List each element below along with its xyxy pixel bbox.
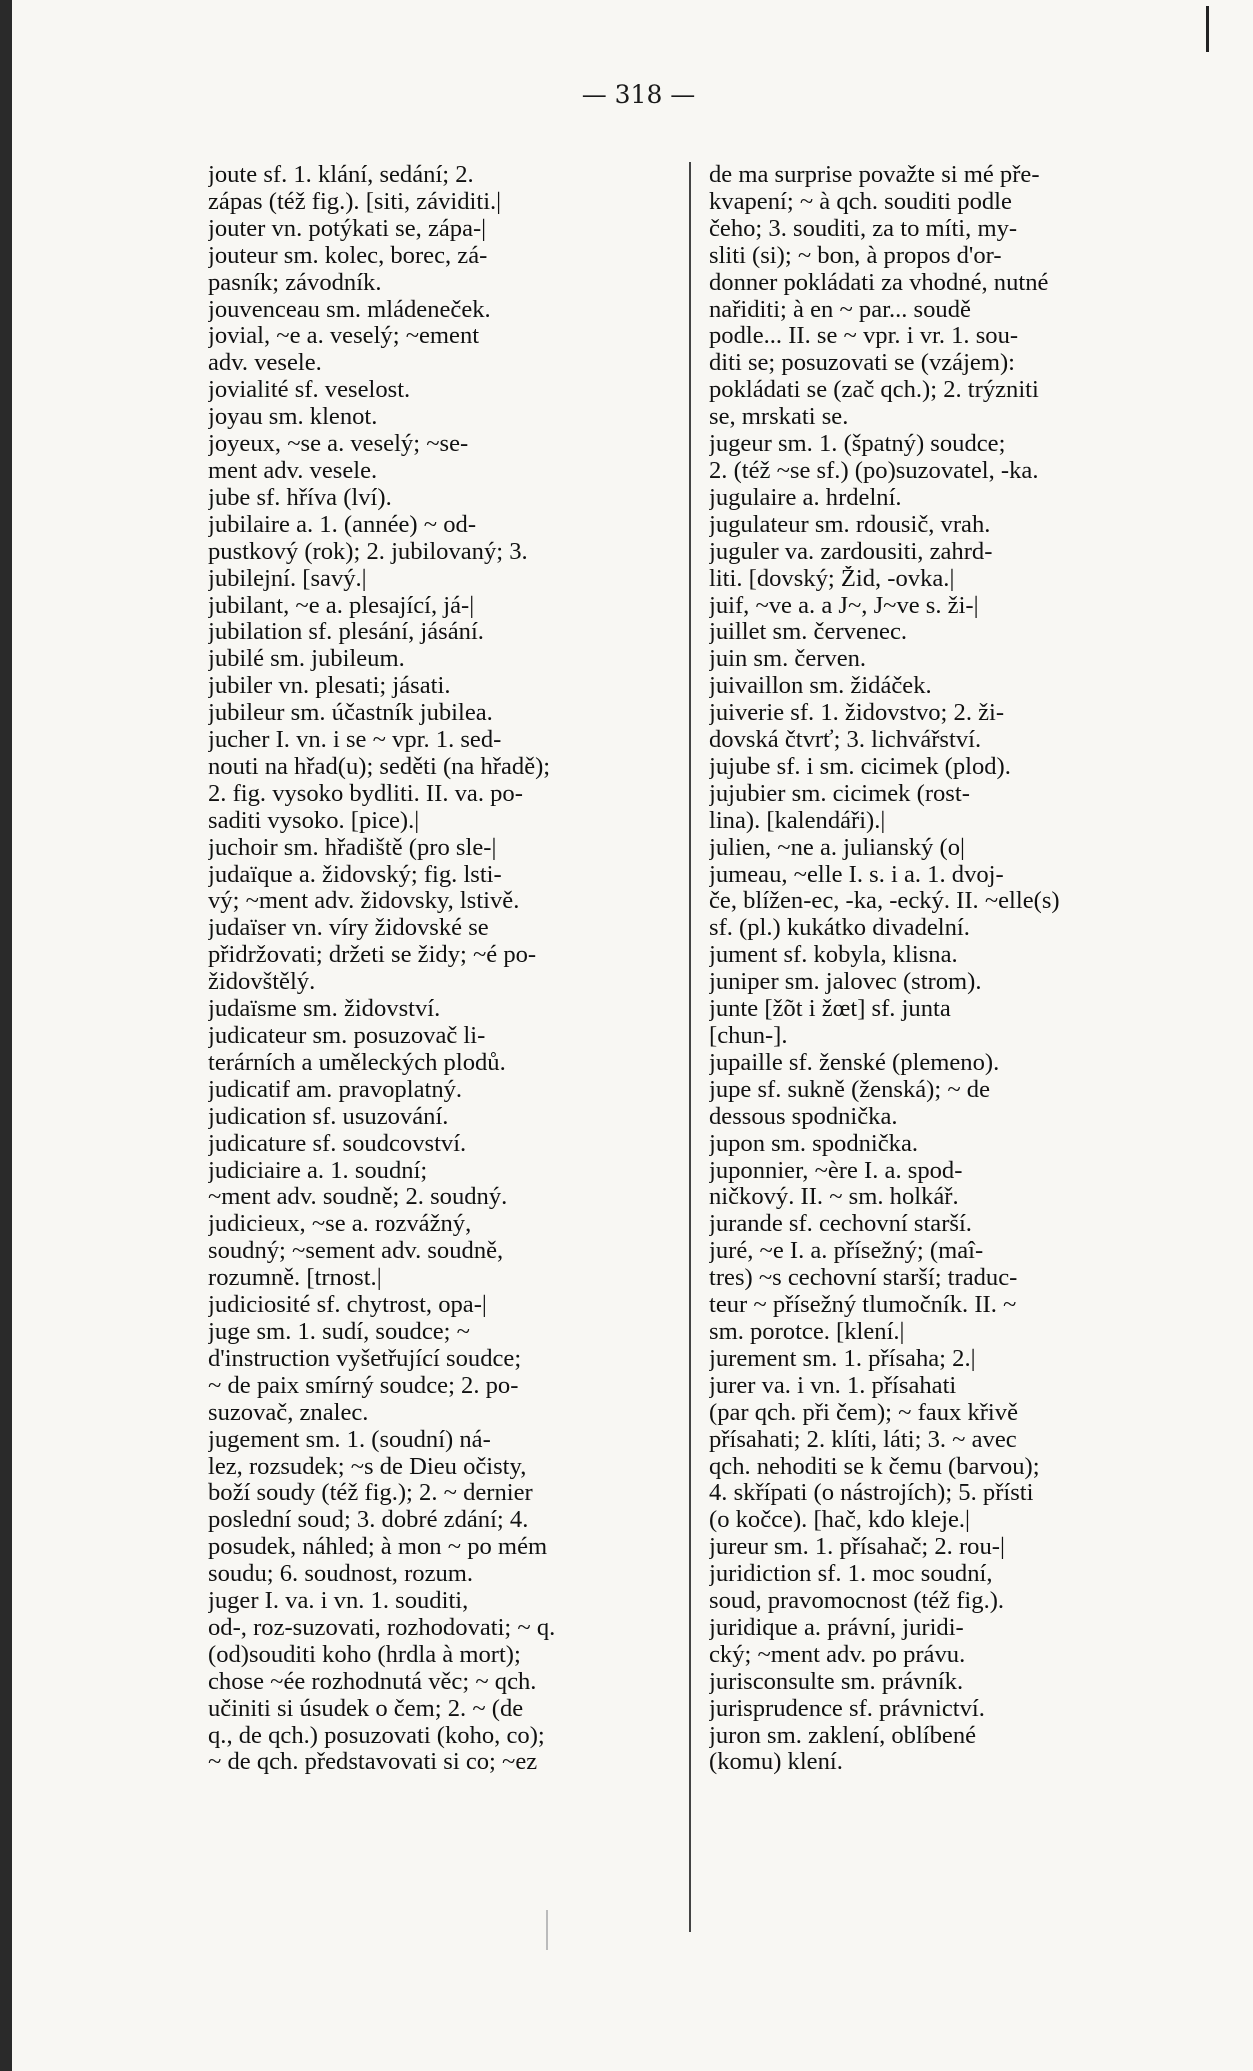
dictionary-line: pasník; závodník.	[208, 269, 382, 296]
dictionary-line: suzovač, znalec.	[208, 1399, 369, 1426]
dictionary-line: jurisconsulte sm. právník.	[709, 1668, 964, 1695]
dictionary-line: jument sf. kobyla, klisna.	[709, 942, 958, 969]
dictionary-line: q., de qch.) posuzovati (koho, co);	[208, 1722, 545, 1749]
page-number: — 318 —	[581, 80, 696, 109]
dictionary-line: soudný; ~sement adv. soudně,	[208, 1238, 504, 1265]
dictionary-line: přidržovati; držeti se židy; ~é po-	[208, 942, 537, 969]
dictionary-line: juguler va. zardousiti, zahrd-	[709, 538, 993, 565]
dictionary-line: cký; ~ment adv. po právu.	[709, 1641, 966, 1668]
dictionary-line: judaïser vn. víry židovské se	[208, 915, 489, 942]
dictionary-line: jurisprudence sf. právnictví.	[709, 1695, 985, 1722]
dictionary-line: tres) ~s cechovní starší; traduc-	[709, 1265, 1018, 1292]
dictionary-line: soudu; 6. soudnost, rozum.	[208, 1561, 474, 1588]
dictionary-line: jurement sm. 1. přísaha; 2.|	[709, 1345, 976, 1372]
column-divider	[689, 162, 691, 1932]
dictionary-line: judicieux, ~se a. rozvážný,	[208, 1211, 472, 1238]
dictionary-line: pustkový (rok); 2. jubilovaný; 3.	[208, 538, 528, 565]
dictionary-line: jujubier sm. cicimek (rost-	[709, 780, 970, 807]
dictionary-line: nouti na hřad(u); seděti (na hřadě);	[208, 753, 551, 780]
dictionary-line: jubilation sf. plesání, jásání.	[208, 619, 484, 646]
dictionary-line: juchoir sm. hřadiště (pro sle-|	[208, 834, 497, 861]
right-column	[709, 162, 1179, 1776]
dictionary-line: soud, pravomocnost (též fig.).	[709, 1588, 1005, 1615]
dictionary-line: jubileur sm. účastník jubilea.	[208, 700, 493, 727]
dictionary-line: (par qch. při čem); ~ faux křivě	[709, 1399, 1018, 1426]
dictionary-line: jube sf. hříva (lví).	[208, 484, 392, 511]
dictionary-line: judiciosité sf. chytrost, opa-|	[208, 1292, 487, 1319]
dictionary-line: juré, ~e I. a. přísežný; (maî-	[709, 1238, 984, 1265]
dictionary-line: juiverie sf. 1. židovstvo; 2. ži-	[709, 700, 1005, 727]
dictionary-line: jubilé sm. jubileum.	[208, 646, 405, 673]
dictionary-line: jurer va. i vn. 1. přísahati	[709, 1372, 957, 1399]
dictionary-line: od-, roz-suzovati, rozhodovati; ~ q.	[208, 1614, 556, 1641]
dictionary-line: přísahati; 2. klíti, láti; 3. ~ avec	[709, 1426, 1017, 1453]
dictionary-line: jouvenceau sm. mládeneček.	[208, 296, 491, 323]
dictionary-line: se, mrskati se.	[709, 404, 849, 431]
dictionary-line: lina). [kalendáři).|	[709, 807, 886, 834]
dictionary-line: čeho; 3. souditi, za to míti, my-	[709, 215, 1018, 242]
dictionary-line: judaïsme sm. židovství.	[208, 996, 441, 1023]
dictionary-line: 2. fig. vysoko bydliti. II. va. po-	[208, 780, 523, 807]
dictionary-line: joyeux, ~se a. veselý; ~se-	[208, 431, 469, 458]
dictionary-line: de ma surprise považte si mé pře-	[709, 162, 1040, 188]
dictionary-line: jujube sf. i sm. cicimek (plod).	[709, 753, 1011, 780]
dictionary-line: jupon sm. spodnička.	[709, 1130, 919, 1157]
dictionary-line: jugeur sm. 1. (špatný) soudce;	[709, 431, 1006, 458]
dictionary-line: ničkový. II. ~ sm. holkář.	[709, 1184, 959, 1211]
dictionary-line: saditi vysoko. [pice).|	[208, 807, 420, 834]
dictionary-line: juron sm. zaklení, oblíbené	[709, 1722, 977, 1749]
dictionary-line: ~ de qch. představovati si co; ~ez	[208, 1749, 538, 1776]
dictionary-line: poslední soud; 3. dobré zdání; 4.	[208, 1507, 529, 1534]
dictionary-line: posudek, náhled; à mon ~ po mém	[208, 1534, 548, 1561]
dictionary-line: lez, rozsudek; ~s de Dieu očisty,	[208, 1453, 527, 1480]
dictionary-line: judicateur sm. posuzovač li-	[208, 1023, 486, 1049]
scan-speck	[546, 1910, 548, 1950]
dictionary-line: jugulaire a. hrdelní.	[709, 484, 902, 511]
scan-edge-mark	[1206, 6, 1209, 52]
dictionary-line: juif, ~ve a. a J~, J~ve s. ži-|	[709, 592, 979, 619]
dictionary-line: [chun-].	[709, 1023, 788, 1049]
dictionary-line: juridiction sf. 1. moc soudní,	[709, 1561, 993, 1588]
dictionary-line: juivaillon sm. židáček.	[709, 673, 932, 700]
dictionary-line: terárních a uměleckých plodů.	[208, 1049, 506, 1076]
dictionary-line: zápas (též fig.). [siti, záviditi.|	[208, 188, 502, 215]
dictionary-line: nařiditi; à en ~ par... soudě	[709, 296, 971, 323]
dictionary-line: boží soudy (též fig.); 2. ~ dernier	[208, 1480, 533, 1507]
dictionary-line: judiciaire a. 1. soudní;	[208, 1157, 428, 1184]
dictionary-line: jouteur sm. kolec, borec, zá-	[208, 242, 488, 269]
dictionary-line: jubilant, ~e a. plesající, já-|	[208, 592, 475, 619]
dictionary-line: ment adv. vesele.	[208, 457, 378, 484]
dictionary-line: d'instruction vyšetřující soudce;	[208, 1345, 522, 1372]
dictionary-line: (komu) klení.	[709, 1749, 843, 1776]
dictionary-line: juridique a. právní, juridi-	[709, 1614, 964, 1641]
dictionary-line: dovská čtvrť; 3. lichvářství.	[709, 727, 982, 754]
dictionary-line: jupe sf. sukně (ženská); ~ de	[709, 1076, 991, 1103]
dictionary-line: (o kočce). [hač, kdo kleje.|	[709, 1507, 970, 1534]
dictionary-line: juillet sm. červenec.	[709, 619, 908, 646]
dictionary-line: jureur sm. 1. přísahač; 2. rou-|	[709, 1534, 1005, 1561]
dictionary-line: 2. (též ~se sf.) (po)suzovatel, -ka.	[709, 457, 1039, 484]
dictionary-line: jupaille sf. ženské (plemeno).	[709, 1049, 1000, 1076]
dictionary-line: jugement sm. 1. (soudní) ná-	[208, 1426, 491, 1453]
dictionary-line: donner pokládati za vhodné, nutné	[709, 269, 1049, 296]
dictionary-line: adv. vesele.	[208, 350, 322, 377]
dictionary-line: 4. skřípati (o nástrojích); 5. přísti	[709, 1480, 1034, 1507]
dictionary-line: juniper sm. jalovec (strom).	[709, 969, 982, 996]
dictionary-line: jouter vn. potýkati se, zápa-|	[208, 215, 487, 242]
dictionary-line: (od)souditi koho (hrdla à mort);	[208, 1641, 521, 1668]
dictionary-line: juin sm. červen.	[709, 646, 867, 673]
dictionary-line: julien, ~ne a. julianský (o|	[709, 834, 965, 861]
dictionary-line: ~ment adv. soudně; 2. soudný.	[208, 1184, 508, 1211]
dictionary-line: qch. nehoditi se k čemu (barvou);	[709, 1453, 1040, 1480]
dictionary-line: jovialité sf. veselost.	[208, 377, 411, 404]
dictionary-line: jovial, ~e a. veselý; ~ement	[208, 323, 480, 350]
dictionary-line: če, blížen-ec, -ka, -ecký. II. ~elle(s)	[709, 888, 1060, 915]
dictionary-line: juge sm. 1. sudí, soudce; ~	[208, 1318, 470, 1345]
dictionary-line: juponnier, ~ère I. a. spod-	[709, 1157, 963, 1184]
dictionary-line: jubiler vn. plesati; jásati.	[208, 673, 451, 700]
dictionary-line: podle... II. se ~ vpr. i vr. 1. sou-	[709, 323, 1019, 350]
dictionary-line: jucher I. vn. i se ~ vpr. 1. sed-	[208, 727, 502, 754]
dictionary-line: chose ~ée rozhodnutá věc; ~ qch.	[208, 1668, 537, 1695]
dictionary-line: dessous spodnička.	[709, 1103, 898, 1130]
dictionary-line: joyau sm. klenot.	[208, 404, 378, 431]
dictionary-line: sf. (pl.) kukátko divadelní.	[709, 915, 970, 942]
dictionary-line: judication sf. usuzování.	[208, 1103, 449, 1130]
dictionary-line: teur ~ přísežný tlumočník. II. ~	[709, 1292, 1017, 1319]
dictionary-line: sliti (si); ~ bon, à propos d'or-	[709, 242, 1002, 269]
dictionary-line: judicature sf. soudcovství.	[208, 1130, 467, 1157]
left-column	[208, 162, 676, 1776]
dictionary-line: jugulateur sm. rdousič, vrah.	[709, 511, 991, 538]
dictionary-line: rozumně. [trnost.|	[208, 1265, 382, 1292]
dictionary-line: jumeau, ~elle I. s. i a. 1. dvoj-	[709, 861, 1004, 888]
dictionary-line: junte [žõt i žœt] sf. junta	[709, 996, 951, 1023]
dictionary-line: vý; ~ment adv. židovsky, lstivě.	[208, 888, 520, 915]
dictionary-line: učiniti si úsudek o čem; 2. ~ (de	[208, 1695, 524, 1722]
dictionary-line: jubilejní. [savý.|	[208, 565, 367, 592]
dictionary-line: liti. [dovský; Žid, -ovka.|	[709, 565, 955, 592]
dictionary-line: jurande sf. cechovní starší.	[709, 1211, 972, 1238]
dictionary-line: judaïque a. židovský; fig. lsti-	[208, 861, 502, 888]
dictionary-line: diti se; posuzovati se (vzájem):	[709, 350, 1015, 377]
dictionary-line: pokládati se (zač qch.); 2. trýzniti	[709, 377, 1039, 404]
dictionary-line: juger I. va. i vn. 1. souditi,	[208, 1588, 469, 1615]
dictionary-line: židovštělý.	[208, 969, 316, 996]
dictionary-line: sm. porotce. [klení.|	[709, 1318, 905, 1345]
dictionary-line: jubilaire a. 1. (année) ~ od-	[208, 511, 477, 538]
dictionary-line: ~ de paix smírný soudce; 2. po-	[208, 1372, 519, 1399]
dictionary-line: kvapení; ~ à qch. souditi podle	[709, 188, 1012, 215]
dictionary-line: judicatif am. pravoplatný.	[208, 1076, 463, 1103]
dictionary-line: joute sf. 1. klání, sedání; 2.	[208, 162, 474, 188]
